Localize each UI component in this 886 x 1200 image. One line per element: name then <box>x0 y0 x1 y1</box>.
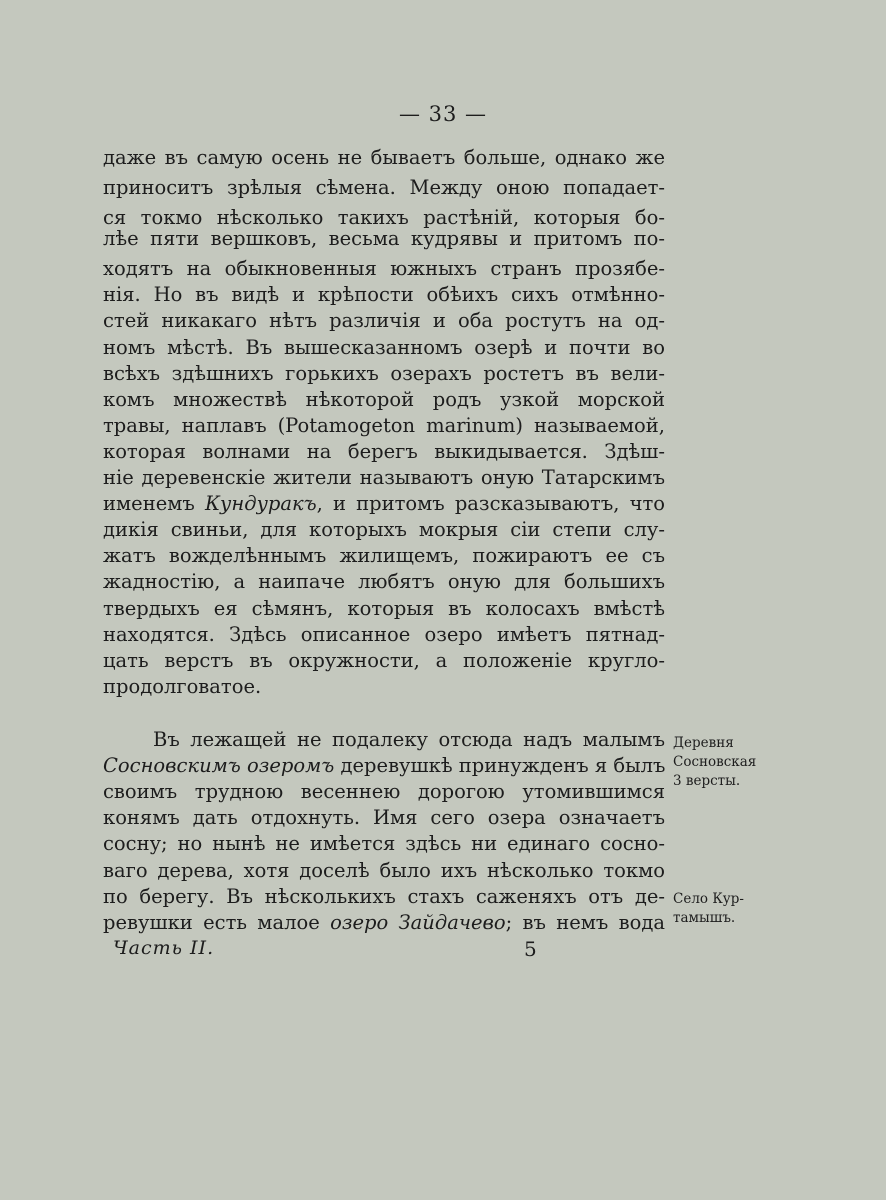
text-segment: деревушкѣ принужденъ я былъ <box>334 754 665 777</box>
text-line: комъ множествѣ нѣкоторой родъ узкой морской <box>103 388 665 411</box>
margin-note-line: тамышъ. <box>673 910 736 926</box>
margin-note-line: Деревня <box>673 735 734 751</box>
text-line: номъ мѣстѣ. Въ вышесказанномъ озерѣ и почти во <box>103 336 665 359</box>
text-line: конямъ дать отдохнуть. Имя сего озера означаетъ <box>103 806 665 829</box>
text-line: по берегу. Въ нѣсколькихъ стахъ саженяхъ отъ де- <box>103 885 665 908</box>
text-line: ваго дерева, хотя доселѣ было ихъ нѣсколько токмо <box>103 859 665 882</box>
text-line: цать верстъ въ окружности, а положенiе кругло- <box>103 649 665 672</box>
text-line: находятся. Здѣсь описанное озеро имѣетъ пятнад- <box>103 623 665 646</box>
footer-part-label: Часть II. <box>113 937 215 959</box>
text-line: жадностiю, а наипаче любятъ оную для большихъ <box>103 570 665 593</box>
text-line: даже въ самую осень не бываетъ больше, однако же <box>103 146 665 169</box>
margin-note-line: Сосновская <box>673 754 757 770</box>
italic-term-kundurak: Кундуракъ <box>204 492 317 515</box>
text-line: приноситъ зрѣлыя сѣмена. Между оною попадает- <box>103 176 665 199</box>
text-line: стей никакаго нѣтъ различiя и оба ростутъ на од- <box>103 309 665 332</box>
text-line: сосну; но нынѣ не имѣется здѣсь ни единаго сосно- <box>103 832 665 855</box>
text-line: ходятъ на обыкновенныя южныхъ странъ прозябе- <box>103 257 665 280</box>
text-line: нiе деревенскiе жители называютъ оную Татарскимъ <box>103 466 665 489</box>
text-line: всѣхъ здѣшнихъ горькихъ озерахъ ростетъ въ вели- <box>103 362 665 385</box>
text-line: которая волнами на берегъ выкидывается. Здѣш- <box>103 440 665 463</box>
text-line: травы, наплавъ (Potamogeton marinum) называемой, <box>103 414 665 437</box>
italic-term-sosnovskoe-lake: Сосновскимъ озеромъ <box>103 754 335 777</box>
text-line: дикiя свиньи, для которыхъ мокрыя сiи степи слу- <box>103 518 665 541</box>
footer-signature-mark: 5 <box>524 937 537 961</box>
text-segment: ревушки есть малое <box>103 911 331 934</box>
text-segment: , и притомъ разсказываютъ, что <box>316 492 665 515</box>
text-line: ся токмо нѣсколько такихъ растѣнiй, которыя бо- <box>103 206 665 229</box>
page-number: — 33 — <box>398 102 488 126</box>
italic-term-zaidachevo-lake: озеро Зайдачево <box>330 911 506 934</box>
text-line <box>103 908 665 938</box>
text-line: Въ лежащей не подалеку отсюда надъ малымъ <box>153 728 665 751</box>
text-segment: именемъ <box>103 492 195 515</box>
text-line: продолговатое. <box>103 675 262 698</box>
text-segment: ; въ немъ вода <box>505 911 665 934</box>
text-line: своимъ трудною весеннею дорогою утомившимся <box>103 780 665 803</box>
margin-note-line: 3 версты. <box>673 773 741 789</box>
text-line: жатъ вожделѣннымъ жилищемъ, пожираютъ ее съ <box>103 544 665 567</box>
text-line: лѣе пяти вершковъ, весьма кудрявы и притомъ по- <box>103 227 665 250</box>
text-line: нiя. Но въ видѣ и крѣпости обѣихъ сихъ отмѣнно- <box>103 283 665 306</box>
text-line: твердыхъ ея сѣмянъ, которыя въ колосахъ вмѣстѣ <box>103 597 665 620</box>
margin-note-line: Село Кур- <box>673 891 744 907</box>
